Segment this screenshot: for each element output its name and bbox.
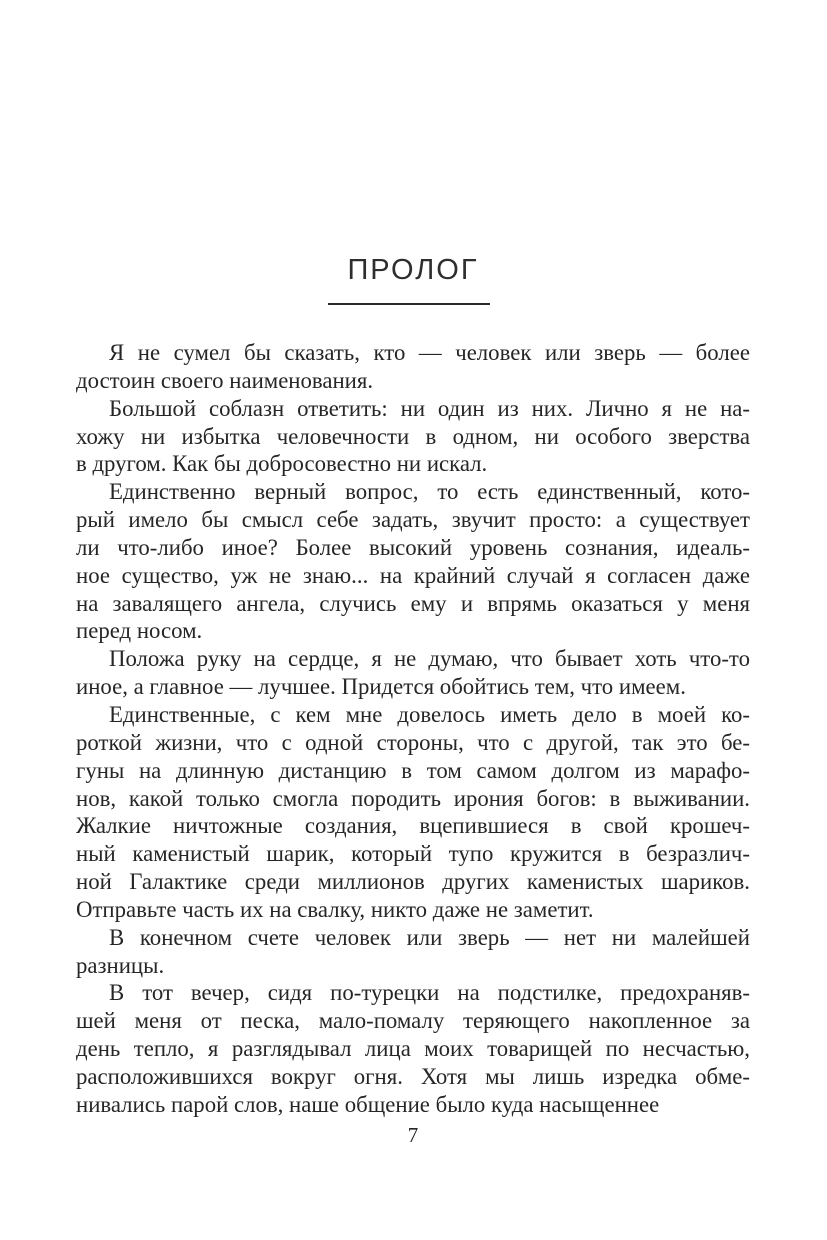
text-line: нивались парой слов, наше общение было куда насыщеннее <box>76 1091 660 1117</box>
text-line: Жалкие ничтожные создания, вцепившиеся в свой крошеч- <box>76 813 750 839</box>
paragraph <box>76 478 750 645</box>
text-line: ли что-либо иное? Более высокий уровень сознания, идеаль- <box>76 534 750 560</box>
text-line: рый имело бы смысл себе задать, звучит просто: а существует <box>76 507 750 533</box>
text-line: Единственные, с кем мне довелось иметь дело в моей ко- <box>109 701 750 727</box>
paragraph <box>76 645 750 701</box>
text-line: достоин своего наименования. <box>76 367 374 393</box>
paragraph <box>76 924 750 980</box>
text-line: ное существо, уж не знаю... на крайний случай я согласен даже <box>76 562 750 588</box>
text-line: хожу ни избытка человечности в одном, ни особого зверства <box>76 423 750 449</box>
title-divider <box>328 303 490 305</box>
text-line: день тепло, я разглядывал лица моих товарищей по несчастью, <box>76 1036 750 1062</box>
text-line: шей меня от песка, мало-помалу теряющего накопленное за <box>76 1008 750 1034</box>
text-line: В конечном счете человек или зверь — нет ни малейшей <box>109 924 750 950</box>
text-line: нов, какой только смогла породить ирония богов: в выживании. <box>76 785 750 811</box>
text-line: разницы. <box>76 952 165 978</box>
text-line: на завалящего ангела, случись ему и впрямь оказаться у меня <box>76 590 750 616</box>
paragraph <box>76 395 750 479</box>
text-line: гуны на длинную дистанцию в том самом долгом из марафо- <box>76 757 750 783</box>
text-line: В тот вечер, сидя по-турецки на подстилке, предохраняв- <box>109 980 750 1006</box>
text-line: ной Галактике среди миллионов других каменистых шариков. <box>76 869 750 895</box>
paragraph <box>76 701 750 924</box>
body-text <box>76 339 750 1119</box>
paragraph <box>76 339 750 395</box>
text-line: перед носом. <box>76 618 203 644</box>
text-line: иное, а главное — лучшее. Придется обойтись тем, что имеем. <box>76 674 686 700</box>
paragraph <box>76 979 750 1118</box>
text-line: в другом. Как бы добросовестно ни искал. <box>76 451 488 477</box>
text-line: Отправьте часть их на свалку, никто даже не заметит. <box>76 896 594 922</box>
text-line: Большой соблазн ответить: ни один из них. Лично я не на- <box>109 395 750 421</box>
page-number: 7 <box>407 1123 419 1147</box>
chapter-title: ПРОЛОГ <box>347 254 479 286</box>
text-line: Положа руку на сердце, я не думаю, что бывает хоть что-то <box>109 646 750 672</box>
text-line: Я не сумел бы сказать, кто — человек или зверь — более <box>109 340 750 365</box>
text-line: ный каменистый шарик, который тупо кружится в безразлич- <box>76 841 750 867</box>
text-line: роткой жизни, что с одной стороны, что с другой, так это бе- <box>76 729 750 755</box>
text-line: Единственно верный вопрос, то есть единственный, кото- <box>109 479 750 505</box>
text-line: расположившихся вокруг огня. Хотя мы лишь изредка обме- <box>76 1063 750 1089</box>
